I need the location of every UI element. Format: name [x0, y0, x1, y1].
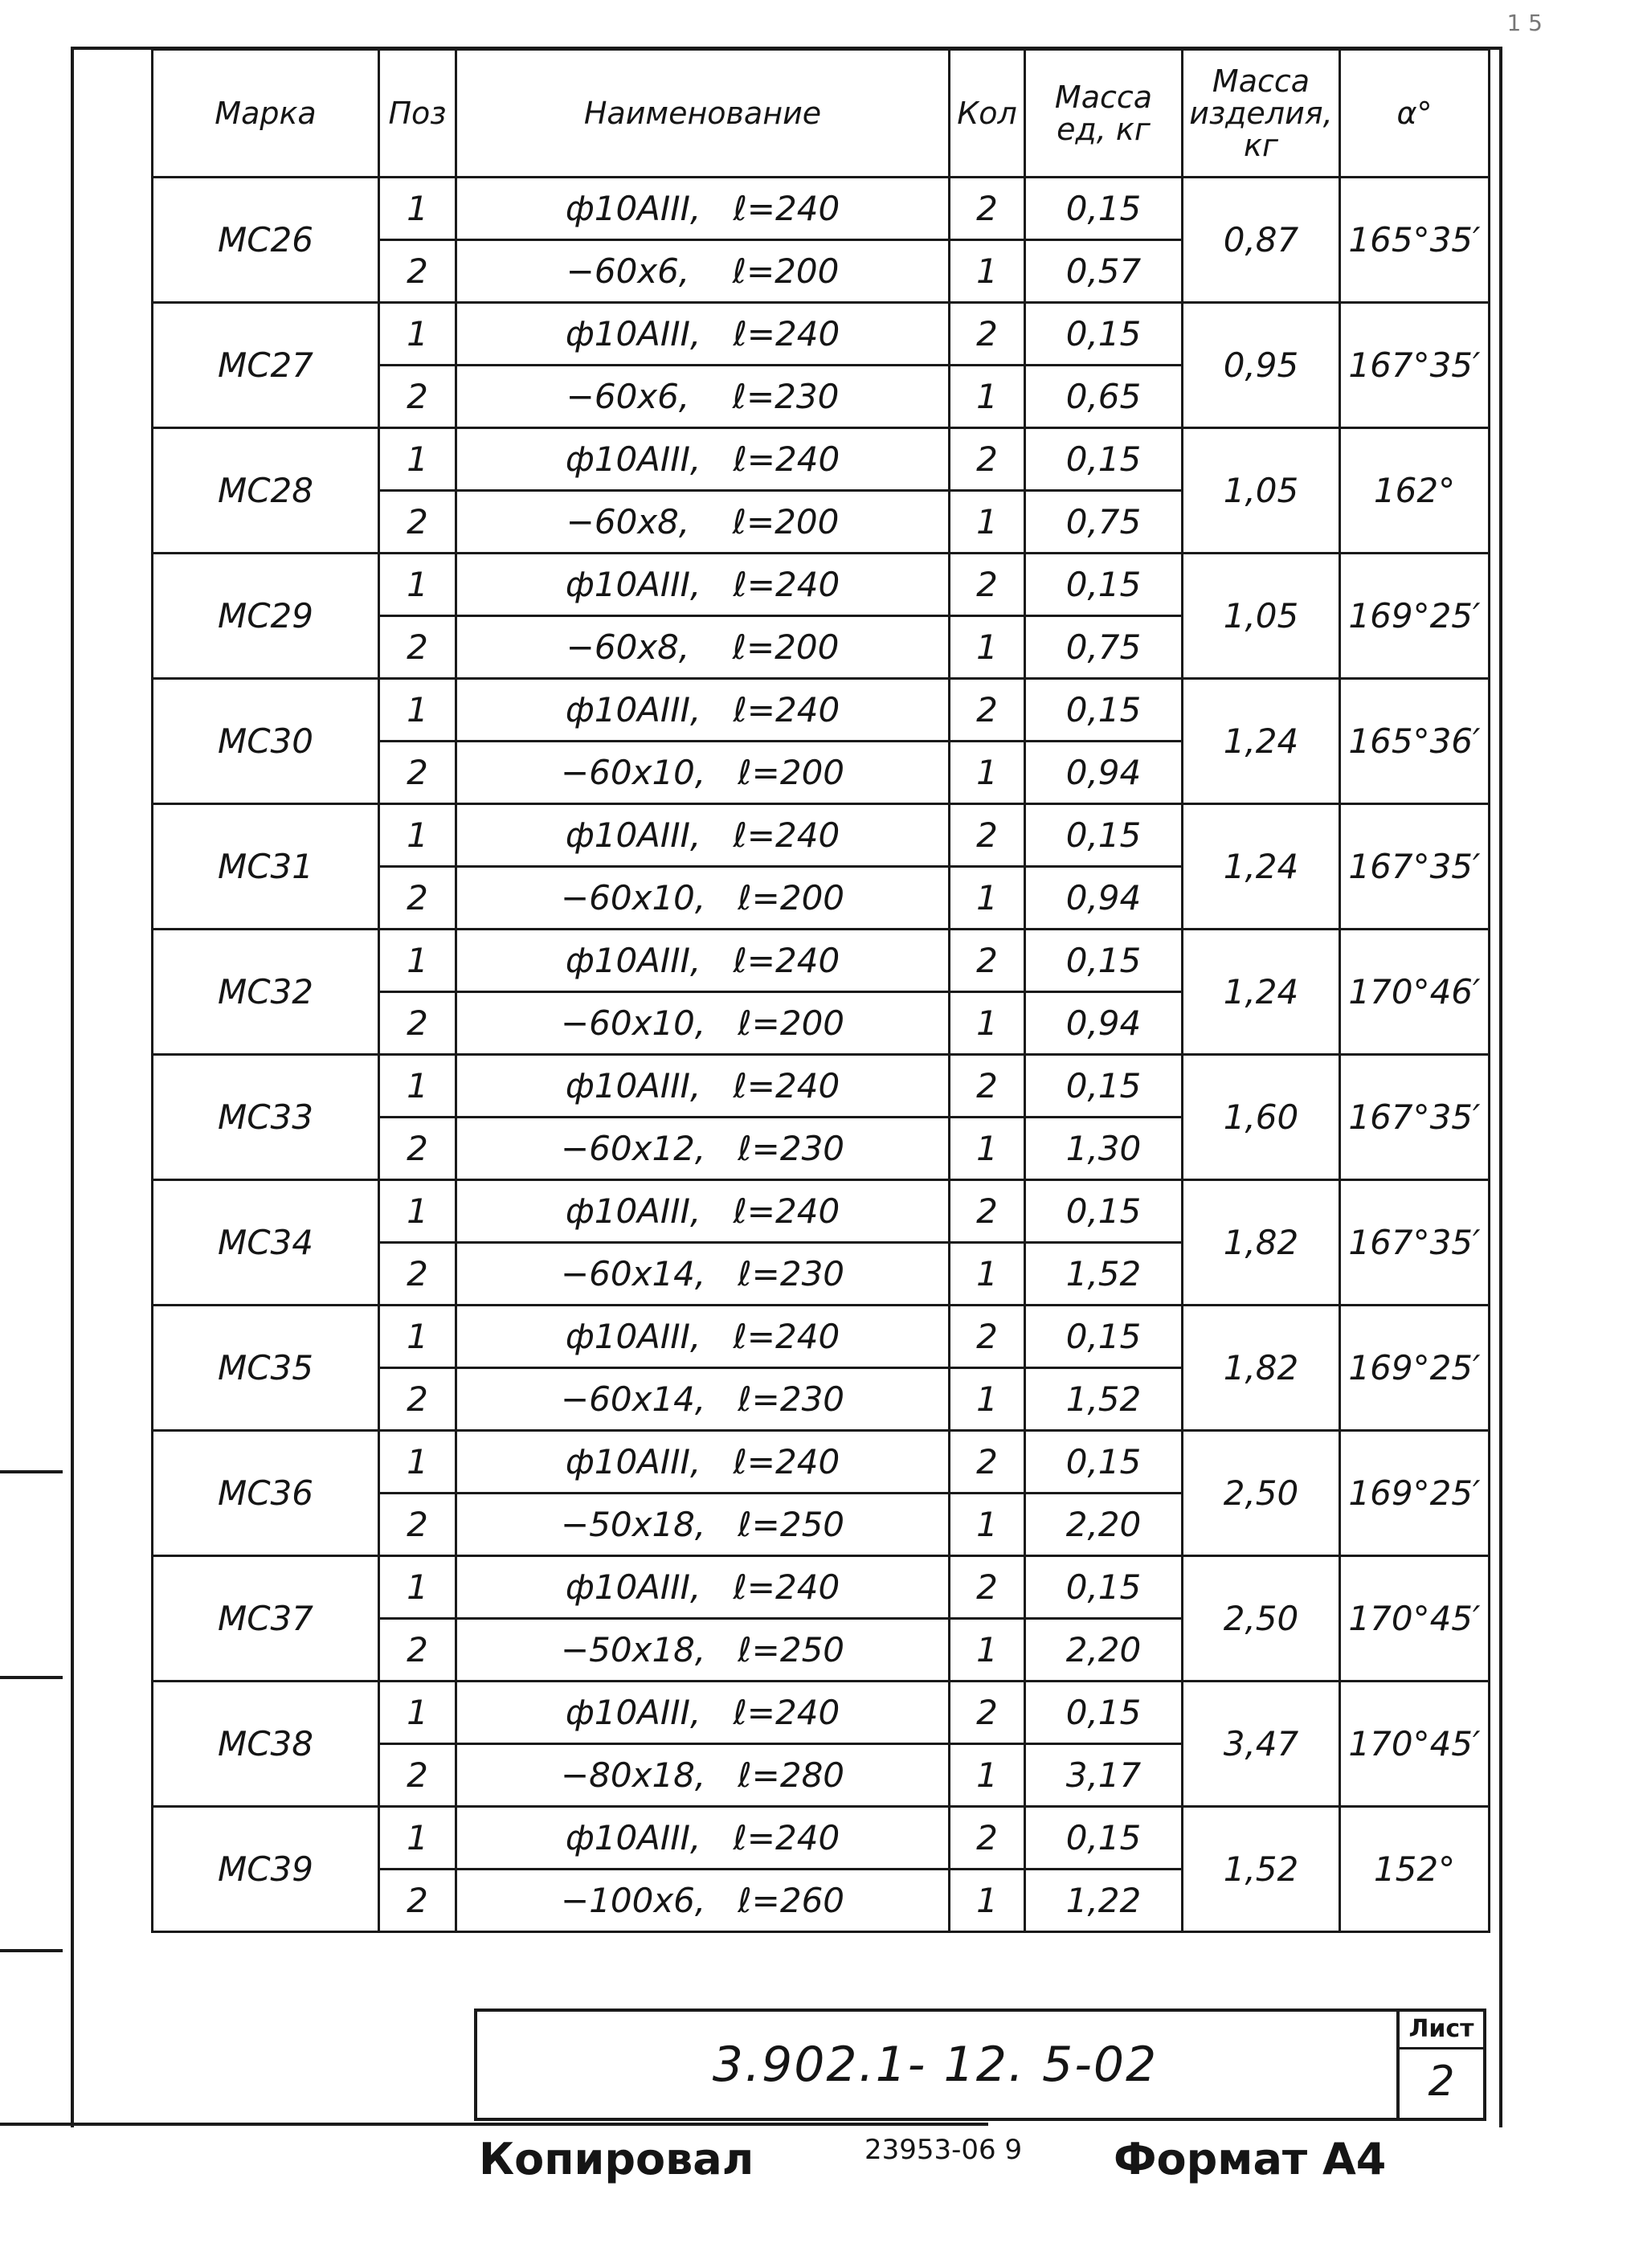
quantity-cell: 2: [950, 1055, 1025, 1118]
unit-mass-cell: 0,15: [1025, 804, 1183, 867]
unit-mass-cell: 1,52: [1025, 1243, 1183, 1306]
unit-mass-cell: 0,15: [1025, 178, 1183, 240]
unit-mass-cell: 0,15: [1025, 1306, 1183, 1368]
unit-mass-cell: 0,15: [1025, 1431, 1183, 1494]
position-cell: 2: [379, 1870, 456, 1932]
position-cell: 1: [379, 1306, 456, 1368]
quantity-cell: 2: [950, 1431, 1025, 1494]
quantity-cell: 2: [950, 1556, 1025, 1619]
name-cell: ф10АIII, ℓ=240: [456, 1807, 950, 1870]
unit-mass-cell: 1,30: [1025, 1118, 1183, 1180]
mark-cell: МС32: [153, 930, 379, 1055]
position-cell: 1: [379, 1807, 456, 1870]
position-cell: 2: [379, 992, 456, 1055]
position-cell: 1: [379, 554, 456, 616]
mark-cell: МС39: [153, 1807, 379, 1932]
name-cell: −60x12, ℓ=230: [456, 1118, 950, 1180]
position-cell: 2: [379, 240, 456, 303]
position-cell: 1: [379, 679, 456, 742]
mark-cell: МС26: [153, 178, 379, 303]
table-row: [153, 1556, 1490, 1619]
quantity-cell: 2: [950, 1180, 1025, 1243]
name-cell: ф10АIII, ℓ=240: [456, 303, 950, 366]
quantity-cell: 2: [950, 303, 1025, 366]
quantity-cell: 2: [950, 178, 1025, 240]
table-row: [153, 1807, 1490, 1870]
name-cell: −60x14, ℓ=230: [456, 1243, 950, 1306]
quantity-cell: 1: [950, 992, 1025, 1055]
mark-cell: МС29: [153, 554, 379, 679]
quantity-cell: 2: [950, 930, 1025, 992]
position-cell: 2: [379, 616, 456, 679]
unit-mass-cell: 0,15: [1025, 1180, 1183, 1243]
binding-tick-mark: [0, 1470, 63, 1473]
unit-mass-cell: 1,52: [1025, 1368, 1183, 1431]
angle-cell: 167°35′: [1340, 1055, 1490, 1180]
quantity-cell: 2: [950, 1306, 1025, 1368]
name-cell: ф10АIII, ℓ=240: [456, 1682, 950, 1744]
table-row: [153, 178, 1490, 240]
mark-cell: МС28: [153, 428, 379, 554]
angle-cell: 170°45′: [1340, 1682, 1490, 1807]
item-mass-cell: 0,87: [1183, 178, 1340, 303]
unit-mass-cell: 2,20: [1025, 1619, 1183, 1682]
unit-mass-cell: 0,15: [1025, 554, 1183, 616]
item-mass-cell: 2,50: [1183, 1431, 1340, 1556]
quantity-cell: 2: [950, 679, 1025, 742]
unit-mass-cell: 0,94: [1025, 992, 1183, 1055]
mark-cell: МС34: [153, 1180, 379, 1306]
table-row: [153, 428, 1490, 491]
title-block: [474, 2009, 1486, 2121]
mark-cell: МС27: [153, 303, 379, 428]
item-mass-cell: 1,05: [1183, 554, 1340, 679]
name-cell: −60x8, ℓ=200: [456, 491, 950, 554]
name-cell: −60x10, ℓ=200: [456, 867, 950, 930]
quantity-cell: 2: [950, 428, 1025, 491]
item-mass-cell: 1,60: [1183, 1055, 1340, 1180]
unit-mass-cell: 0,15: [1025, 679, 1183, 742]
position-cell: 2: [379, 1243, 456, 1306]
quantity-cell: 2: [950, 804, 1025, 867]
unit-mass-cell: 3,17: [1025, 1744, 1183, 1807]
mark-cell: МС31: [153, 804, 379, 930]
name-cell: ф10АIII, ℓ=240: [456, 804, 950, 867]
quantity-cell: 1: [950, 1870, 1025, 1932]
angle-cell: 167°35′: [1340, 804, 1490, 930]
name-cell: ф10АIII, ℓ=240: [456, 679, 950, 742]
sheet-number: 2: [1428, 2058, 1455, 2106]
table-row: [153, 1306, 1490, 1368]
name-cell: ф10АIII, ℓ=240: [456, 428, 950, 491]
quantity-cell: 1: [950, 366, 1025, 428]
table-row: [153, 1180, 1490, 1243]
position-cell: 1: [379, 1180, 456, 1243]
unit-mass-cell: 0,15: [1025, 303, 1183, 366]
name-cell: −60x6, ℓ=200: [456, 240, 950, 303]
angle-cell: 165°35′: [1340, 178, 1490, 303]
angle-cell: 162°: [1340, 428, 1490, 554]
col-header-mark: Марка: [153, 50, 379, 178]
mark-cell: МС38: [153, 1682, 379, 1807]
name-cell: −60x6, ℓ=230: [456, 366, 950, 428]
name-cell: −50x18, ℓ=250: [456, 1619, 950, 1682]
order-number: 23953-06 9: [864, 2134, 1023, 2166]
unit-mass-cell: 0,15: [1025, 1682, 1183, 1744]
position-cell: 2: [379, 1744, 456, 1807]
name-cell: ф10АIII, ℓ=240: [456, 1556, 950, 1619]
name-cell: −60x14, ℓ=230: [456, 1368, 950, 1431]
unit-mass-cell: 0,15: [1025, 428, 1183, 491]
unit-mass-cell: 0,75: [1025, 491, 1183, 554]
bottom-border-line: [0, 2123, 988, 2126]
col-header-position: Поз: [379, 50, 456, 178]
item-mass-cell: 1,24: [1183, 679, 1340, 804]
angle-cell: 165°36′: [1340, 679, 1490, 804]
name-cell: −50x18, ℓ=250: [456, 1494, 950, 1556]
specification-table: [151, 48, 1490, 1933]
angle-cell: 167°35′: [1340, 303, 1490, 428]
item-mass-cell: 0,95: [1183, 303, 1340, 428]
table-header-row: [153, 50, 1490, 178]
table-row: [153, 1055, 1490, 1118]
position-cell: 2: [379, 491, 456, 554]
name-cell: −100x6, ℓ=260: [456, 1870, 950, 1932]
quantity-cell: 2: [950, 1682, 1025, 1744]
item-mass-cell: 3,47: [1183, 1682, 1340, 1807]
table-row: [153, 679, 1490, 742]
name-cell: −60x8, ℓ=200: [456, 616, 950, 679]
footer: [479, 2134, 1523, 2206]
col-header-quantity: Кол: [950, 50, 1025, 178]
angle-cell: 167°35′: [1340, 1180, 1490, 1306]
col-header-unit-mass: Масса ед, кг: [1025, 50, 1183, 178]
quantity-cell: 1: [950, 1368, 1025, 1431]
col-header-angle: α°: [1340, 50, 1490, 178]
table-row: [153, 1682, 1490, 1744]
position-cell: 1: [379, 1431, 456, 1494]
position-cell: 1: [379, 178, 456, 240]
col-header-item-mass: Масса изделия, кг: [1183, 50, 1340, 178]
binding-tick-mark: [0, 1949, 63, 1952]
table-row: [153, 930, 1490, 992]
quantity-cell: 1: [950, 616, 1025, 679]
name-cell: ф10АIII, ℓ=240: [456, 930, 950, 992]
position-cell: 2: [379, 1118, 456, 1180]
item-mass-cell: 1,24: [1183, 804, 1340, 930]
position-cell: 1: [379, 930, 456, 992]
format-label: Формат А4: [1114, 2134, 1387, 2184]
name-cell: ф10АIII, ℓ=240: [456, 1431, 950, 1494]
item-mass-cell: 1,82: [1183, 1180, 1340, 1306]
name-cell: −60x10, ℓ=200: [456, 742, 950, 804]
unit-mass-cell: 1,22: [1025, 1870, 1183, 1932]
quantity-cell: 1: [950, 867, 1025, 930]
position-cell: 2: [379, 1619, 456, 1682]
position-cell: 1: [379, 428, 456, 491]
name-cell: ф10АIII, ℓ=240: [456, 1306, 950, 1368]
mark-cell: МС35: [153, 1306, 379, 1431]
item-mass-cell: 1,05: [1183, 428, 1340, 554]
quantity-cell: 1: [950, 1243, 1025, 1306]
document-code: 3.902.1- 12. 5-02: [712, 2037, 1159, 2093]
unit-mass-cell: 0,15: [1025, 1055, 1183, 1118]
position-cell: 1: [379, 1556, 456, 1619]
unit-mass-cell: 0,15: [1025, 930, 1183, 992]
quantity-cell: 1: [950, 240, 1025, 303]
position-cell: 2: [379, 366, 456, 428]
angle-cell: 169°25′: [1340, 1306, 1490, 1431]
copied-label: Копировал: [479, 2134, 754, 2184]
mark-cell: МС30: [153, 679, 379, 804]
unit-mass-cell: 0,94: [1025, 867, 1183, 930]
unit-mass-cell: 2,20: [1025, 1494, 1183, 1556]
table-row: [153, 1431, 1490, 1494]
name-cell: ф10АIII, ℓ=240: [456, 178, 950, 240]
quantity-cell: 2: [950, 554, 1025, 616]
item-mass-cell: 1,52: [1183, 1807, 1340, 1932]
item-mass-cell: 2,50: [1183, 1556, 1340, 1682]
quantity-cell: 1: [950, 1744, 1025, 1807]
position-cell: 1: [379, 1682, 456, 1744]
table-row: [153, 554, 1490, 616]
position-cell: 2: [379, 867, 456, 930]
binding-tick-mark: [0, 1676, 63, 1679]
name-cell: −80x18, ℓ=280: [456, 1744, 950, 1807]
position-cell: 1: [379, 804, 456, 867]
position-cell: 2: [379, 1494, 456, 1556]
position-cell: 2: [379, 1368, 456, 1431]
unit-mass-cell: 0,15: [1025, 1807, 1183, 1870]
quantity-cell: 1: [950, 1494, 1025, 1556]
quantity-cell: 2: [950, 1807, 1025, 1870]
position-cell: 1: [379, 1055, 456, 1118]
name-cell: −60x10, ℓ=200: [456, 992, 950, 1055]
position-cell: 1: [379, 303, 456, 366]
quantity-cell: 1: [950, 1118, 1025, 1180]
position-cell: 2: [379, 742, 456, 804]
item-mass-cell: 1,82: [1183, 1306, 1340, 1431]
unit-mass-cell: 0,65: [1025, 366, 1183, 428]
name-cell: ф10АIII, ℓ=240: [456, 554, 950, 616]
angle-cell: 170°46′: [1340, 930, 1490, 1055]
unit-mass-cell: 0,57: [1025, 240, 1183, 303]
table-row: [153, 804, 1490, 867]
unit-mass-cell: 0,15: [1025, 1556, 1183, 1619]
unit-mass-cell: 0,94: [1025, 742, 1183, 804]
mark-cell: МС36: [153, 1431, 379, 1556]
angle-cell: 169°25′: [1340, 1431, 1490, 1556]
name-cell: ф10АIII, ℓ=240: [456, 1180, 950, 1243]
name-cell: ф10АIII, ℓ=240: [456, 1055, 950, 1118]
quantity-cell: 1: [950, 742, 1025, 804]
col-header-name: Наименование: [456, 50, 950, 178]
quantity-cell: 1: [950, 1619, 1025, 1682]
unit-mass-cell: 0,75: [1025, 616, 1183, 679]
corner-mark: 1 5: [1506, 10, 1543, 36]
sheet-label: Лист: [1400, 2012, 1483, 2049]
angle-cell: 152°: [1340, 1807, 1490, 1932]
table-row: [153, 303, 1490, 366]
quantity-cell: 1: [950, 491, 1025, 554]
mark-cell: МС33: [153, 1055, 379, 1180]
sheet-number-cell: [1396, 2012, 1483, 2118]
mark-cell: МС37: [153, 1556, 379, 1682]
angle-cell: 169°25′: [1340, 554, 1490, 679]
angle-cell: 170°45′: [1340, 1556, 1490, 1682]
item-mass-cell: 1,24: [1183, 930, 1340, 1055]
